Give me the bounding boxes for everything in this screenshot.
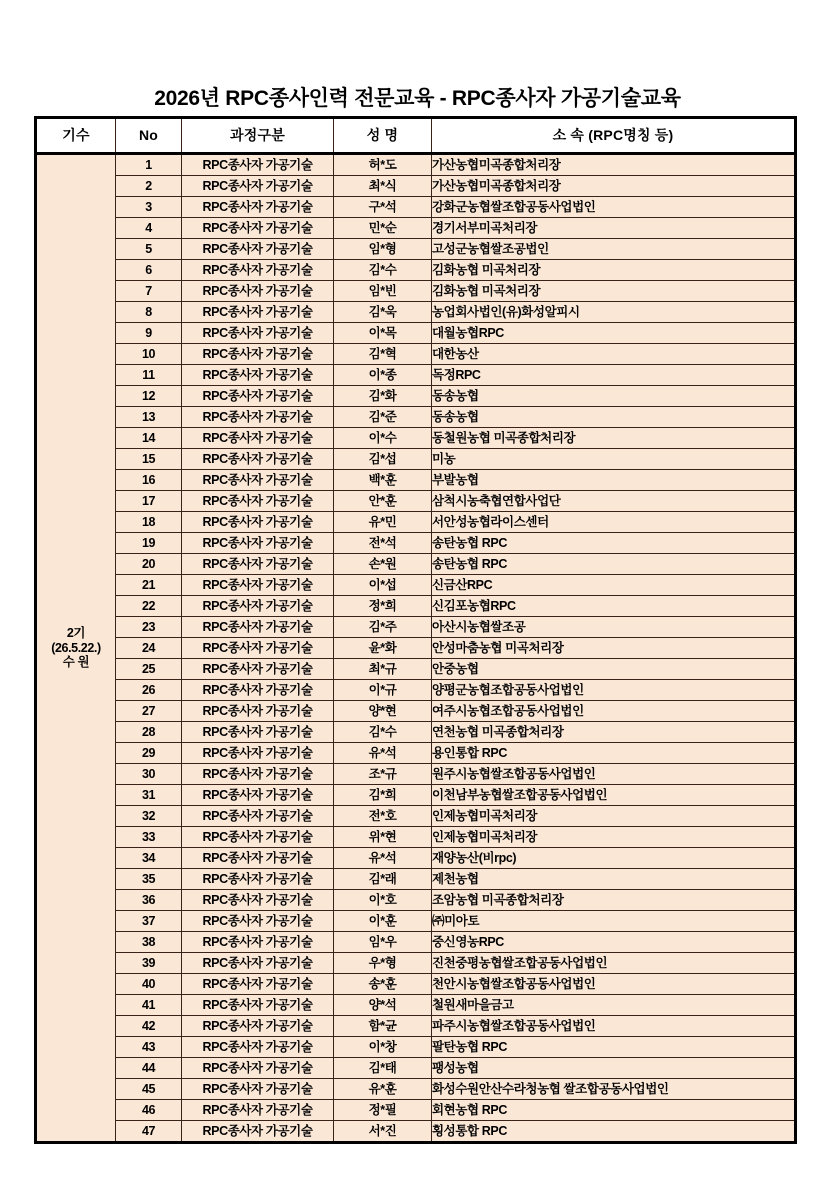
cell-no: 31 (116, 785, 182, 806)
cell-org: 가산농협미곡종합처리장 (432, 154, 796, 176)
column-header-course: 과정구분 (182, 118, 334, 154)
cell-no: 5 (116, 239, 182, 260)
table-row (36, 848, 796, 869)
roster-table (34, 116, 797, 1144)
cell-org: 안중농협 (432, 659, 796, 680)
table-row (36, 512, 796, 533)
cell-course: RPC종사자 가공기술 (182, 218, 334, 239)
cell-no: 12 (116, 386, 182, 407)
cell-no: 45 (116, 1079, 182, 1100)
cell-name: 이*종 (334, 365, 432, 386)
table-row (36, 659, 796, 680)
table-header-row (36, 118, 796, 154)
cell-no: 29 (116, 743, 182, 764)
cell-course: RPC종사자 가공기술 (182, 386, 334, 407)
cell-name: 김*섭 (334, 449, 432, 470)
table-header (36, 118, 796, 154)
table-row (36, 995, 796, 1016)
cell-org: 안성마춤농협 미곡처리장 (432, 638, 796, 659)
cell-course: RPC종사자 가공기술 (182, 1058, 334, 1079)
roster-table-container (34, 116, 794, 1144)
cell-name: 최*식 (334, 176, 432, 197)
table-row (36, 1100, 796, 1121)
cell-name: 김*욱 (334, 302, 432, 323)
cell-no: 21 (116, 575, 182, 596)
cell-name: 김*태 (334, 1058, 432, 1079)
gisu-line-0: 2기 (66, 626, 86, 641)
table-row (36, 281, 796, 302)
cell-course: RPC종사자 가공기술 (182, 827, 334, 848)
cell-no: 2 (116, 176, 182, 197)
table-row (36, 407, 796, 428)
cell-no: 26 (116, 680, 182, 701)
table-row (36, 154, 796, 176)
cell-course: RPC종사자 가공기술 (182, 743, 334, 764)
cell-org: 조암농협 미곡종합처리장 (432, 890, 796, 911)
table-row (36, 617, 796, 638)
cell-name: 김*수 (334, 260, 432, 281)
table-row (36, 806, 796, 827)
cell-name: 정*희 (334, 596, 432, 617)
cell-name: 윤*화 (334, 638, 432, 659)
table-row (36, 911, 796, 932)
cell-course: RPC종사자 가공기술 (182, 554, 334, 575)
cell-name: 전*호 (334, 806, 432, 827)
cell-no: 4 (116, 218, 182, 239)
cell-name: 김*준 (334, 407, 432, 428)
cell-name: 임*우 (334, 932, 432, 953)
table-row (36, 302, 796, 323)
cell-org: 아산시농협쌀조공 (432, 617, 796, 638)
cell-org: 경기서부미곡처리장 (432, 218, 796, 239)
cell-org: 파주시농협쌀조합공동사업법인 (432, 1016, 796, 1037)
cell-org: 재양농산(비rpc) (432, 848, 796, 869)
table-row (36, 176, 796, 197)
cell-name: 안*훈 (334, 491, 432, 512)
cell-course: RPC종사자 가공기술 (182, 617, 334, 638)
cell-no: 18 (116, 512, 182, 533)
table-row (36, 974, 796, 995)
cell-org: 원주시농협쌀조합공동사업법인 (432, 764, 796, 785)
table-row (36, 1079, 796, 1100)
table-row (36, 932, 796, 953)
cell-no: 30 (116, 764, 182, 785)
cell-course: RPC종사자 가공기술 (182, 344, 334, 365)
cell-name: 우*형 (334, 953, 432, 974)
cell-no: 38 (116, 932, 182, 953)
cell-org: 이천남부농협쌀조합공동사업법인 (432, 785, 796, 806)
cell-name: 이*호 (334, 890, 432, 911)
cell-org: 가산농협미곡종합처리장 (432, 176, 796, 197)
cell-course: RPC종사자 가공기술 (182, 701, 334, 722)
cell-course: RPC종사자 가공기술 (182, 365, 334, 386)
cell-course: RPC종사자 가공기술 (182, 911, 334, 932)
cell-org: 용인통합 RPC (432, 743, 796, 764)
table-row (36, 869, 796, 890)
table-row (36, 743, 796, 764)
table-row (36, 1037, 796, 1058)
cell-course: RPC종사자 가공기술 (182, 1100, 334, 1121)
column-header-no: No (116, 118, 182, 154)
cell-no: 28 (116, 722, 182, 743)
cell-no: 35 (116, 869, 182, 890)
cell-no: 33 (116, 827, 182, 848)
table-row (36, 1121, 796, 1143)
cell-name: 최*규 (334, 659, 432, 680)
cell-name: 김*래 (334, 869, 432, 890)
cell-name: 김*화 (334, 386, 432, 407)
table-row (36, 428, 796, 449)
cell-course: RPC종사자 가공기술 (182, 176, 334, 197)
cell-org: 김화농협 미곡처리장 (432, 281, 796, 302)
table-row (36, 827, 796, 848)
cell-course: RPC종사자 가공기술 (182, 1016, 334, 1037)
cell-org: 동철원농협 미곡종합처리장 (432, 428, 796, 449)
cell-course: RPC종사자 가공기술 (182, 722, 334, 743)
cell-org: 진천중평농협쌀조합공동사업법인 (432, 953, 796, 974)
cell-org: 천안시농협쌀조합공동사업법인 (432, 974, 796, 995)
table-row (36, 470, 796, 491)
cell-org: 부발농협 (432, 470, 796, 491)
cell-no: 32 (116, 806, 182, 827)
page-title: 2026년 RPC종사인력 전문교육 - RPC종사자 가공기술교육 (154, 87, 681, 110)
cell-name: 전*석 (334, 533, 432, 554)
table-row (36, 344, 796, 365)
gisu-line-1: (26.5.22.) (51, 640, 101, 655)
table-row (36, 953, 796, 974)
cell-name: 유*훈 (334, 1079, 432, 1100)
cell-name: 김*주 (334, 617, 432, 638)
cell-course: RPC종사자 가공기술 (182, 932, 334, 953)
cell-org: 강화군농협쌀조합공동사업법인 (432, 197, 796, 218)
cell-name: 김*수 (334, 722, 432, 743)
cell-org: 신김포농협RPC (432, 596, 796, 617)
cell-org: 동송농협 (432, 407, 796, 428)
cell-org: 횡성통합 RPC (432, 1121, 796, 1143)
cell-name: 이*창 (334, 1037, 432, 1058)
table-row (36, 365, 796, 386)
cell-org: 독정RPC (432, 365, 796, 386)
cell-no: 3 (116, 197, 182, 218)
cell-course: RPC종사자 가공기술 (182, 638, 334, 659)
cell-course: RPC종사자 가공기술 (182, 302, 334, 323)
cell-name: 구*석 (334, 197, 432, 218)
cell-org: 대한농산 (432, 344, 796, 365)
cell-no: 16 (116, 470, 182, 491)
cell-course: RPC종사자 가공기술 (182, 806, 334, 827)
cell-course: RPC종사자 가공기술 (182, 953, 334, 974)
cell-org: 팽성농협 (432, 1058, 796, 1079)
cell-name: 허*도 (334, 154, 432, 176)
cell-org: 고성군농협쌀조공법인 (432, 239, 796, 260)
table-row (36, 386, 796, 407)
cell-no: 27 (116, 701, 182, 722)
cell-name: 김*혁 (334, 344, 432, 365)
cell-no: 34 (116, 848, 182, 869)
cell-course: RPC종사자 가공기술 (182, 596, 334, 617)
cell-no: 20 (116, 554, 182, 575)
cell-course: RPC종사자 가공기술 (182, 764, 334, 785)
cell-name: 민*순 (334, 218, 432, 239)
cell-no: 6 (116, 260, 182, 281)
table-row (36, 197, 796, 218)
cell-org: 송탄농협 RPC (432, 554, 796, 575)
cell-no: 19 (116, 533, 182, 554)
cell-course: RPC종사자 가공기술 (182, 239, 334, 260)
cell-course: RPC종사자 가공기술 (182, 260, 334, 281)
table-row (36, 1058, 796, 1079)
cell-name: 위*현 (334, 827, 432, 848)
cell-org: 김화농협 미곡처리장 (432, 260, 796, 281)
cell-no: 9 (116, 323, 182, 344)
column-header-name: 성 명 (334, 118, 432, 154)
cell-name: 임*형 (334, 239, 432, 260)
cell-org: 연천농협 미곡종합처리장 (432, 722, 796, 743)
cell-name: 이*수 (334, 428, 432, 449)
cell-no: 10 (116, 344, 182, 365)
cell-course: RPC종사자 가공기술 (182, 785, 334, 806)
table-row (36, 533, 796, 554)
cell-course: RPC종사자 가공기술 (182, 470, 334, 491)
cell-no: 13 (116, 407, 182, 428)
table-row (36, 596, 796, 617)
cell-course: RPC종사자 가공기술 (182, 428, 334, 449)
cell-no: 15 (116, 449, 182, 470)
cell-org: 동송농협 (432, 386, 796, 407)
cell-course: RPC종사자 가공기술 (182, 197, 334, 218)
cell-org: 팔탄농협 RPC (432, 1037, 796, 1058)
cell-course: RPC종사자 가공기술 (182, 995, 334, 1016)
cell-no: 46 (116, 1100, 182, 1121)
cell-name: 조*규 (334, 764, 432, 785)
cell-course: RPC종사자 가공기술 (182, 154, 334, 176)
table-row (36, 890, 796, 911)
gisu-line-2: 수 원 (62, 655, 90, 670)
cell-no: 43 (116, 1037, 182, 1058)
cell-name: 이*섭 (334, 575, 432, 596)
table-row (36, 260, 796, 281)
cell-org: 서안성농협라이스센터 (432, 512, 796, 533)
table-row (36, 701, 796, 722)
cell-no: 39 (116, 953, 182, 974)
table-row (36, 575, 796, 596)
cell-name: 정*필 (334, 1100, 432, 1121)
cell-name: 백*훈 (334, 470, 432, 491)
cell-no: 41 (116, 995, 182, 1016)
table-row (36, 722, 796, 743)
cell-name: 유*석 (334, 848, 432, 869)
cell-gisu-group (36, 154, 116, 1143)
cell-no: 1 (116, 154, 182, 176)
cell-course: RPC종사자 가공기술 (182, 890, 334, 911)
cell-no: 7 (116, 281, 182, 302)
cell-name: 이*목 (334, 323, 432, 344)
cell-no: 44 (116, 1058, 182, 1079)
cell-course: RPC종사자 가공기술 (182, 869, 334, 890)
cell-org: 양평군농협조합공동사업법인 (432, 680, 796, 701)
table-row (36, 239, 796, 260)
cell-name: 유*민 (334, 512, 432, 533)
cell-course: RPC종사자 가공기술 (182, 974, 334, 995)
cell-name: 손*원 (334, 554, 432, 575)
cell-org: 여주시농협조합공동사업법인 (432, 701, 796, 722)
cell-org: 대월농협RPC (432, 323, 796, 344)
cell-no: 40 (116, 974, 182, 995)
column-header-gisu: 기수 (36, 118, 116, 154)
table-row (36, 764, 796, 785)
table-row (36, 680, 796, 701)
cell-org: 삼척시농축협연합사업단 (432, 491, 796, 512)
cell-no: 37 (116, 911, 182, 932)
cell-course: RPC종사자 가공기술 (182, 407, 334, 428)
cell-no: 42 (116, 1016, 182, 1037)
cell-name: 양*석 (334, 995, 432, 1016)
cell-org: 인제농협미곡처리장 (432, 806, 796, 827)
table-row (36, 1016, 796, 1037)
cell-course: RPC종사자 가공기술 (182, 449, 334, 470)
cell-course: RPC종사자 가공기술 (182, 533, 334, 554)
table-row (36, 554, 796, 575)
cell-course: RPC종사자 가공기술 (182, 659, 334, 680)
table-row (36, 638, 796, 659)
cell-no: 47 (116, 1121, 182, 1143)
cell-name: 함*균 (334, 1016, 432, 1037)
cell-org: ㈜미아토 (432, 911, 796, 932)
table-row (36, 323, 796, 344)
cell-org: 송탄농협 RPC (432, 533, 796, 554)
cell-no: 25 (116, 659, 182, 680)
cell-course: RPC종사자 가공기술 (182, 1121, 334, 1143)
cell-name: 이*규 (334, 680, 432, 701)
cell-name: 양*현 (334, 701, 432, 722)
table-body (36, 154, 796, 1143)
cell-org: 화성수원안산수라청농협 쌀조합공동사업법인 (432, 1079, 796, 1100)
cell-course: RPC종사자 가공기술 (182, 512, 334, 533)
cell-course: RPC종사자 가공기술 (182, 1037, 334, 1058)
cell-no: 24 (116, 638, 182, 659)
cell-name: 송*훈 (334, 974, 432, 995)
cell-name: 임*빈 (334, 281, 432, 302)
cell-no: 11 (116, 365, 182, 386)
table-row (36, 785, 796, 806)
cell-course: RPC종사자 가공기술 (182, 575, 334, 596)
cell-name: 이*훈 (334, 911, 432, 932)
table-row (36, 491, 796, 512)
cell-course: RPC종사자 가공기술 (182, 281, 334, 302)
cell-no: 17 (116, 491, 182, 512)
cell-no: 14 (116, 428, 182, 449)
cell-name: 김*희 (334, 785, 432, 806)
cell-no: 36 (116, 890, 182, 911)
cell-course: RPC종사자 가공기술 (182, 323, 334, 344)
cell-course: RPC종사자 가공기술 (182, 491, 334, 512)
cell-org: 철원새마을금고 (432, 995, 796, 1016)
cell-course: RPC종사자 가공기술 (182, 680, 334, 701)
cell-org: 미농 (432, 449, 796, 470)
column-header-org: 소 속 (RPC명칭 등) (432, 118, 796, 154)
cell-name: 유*석 (334, 743, 432, 764)
cell-no: 23 (116, 617, 182, 638)
cell-name: 서*진 (334, 1121, 432, 1143)
cell-org: 중신영농RPC (432, 932, 796, 953)
cell-org: 농업회사법인(유)화성알피시 (432, 302, 796, 323)
table-row (36, 449, 796, 470)
cell-org: 신금산RPC (432, 575, 796, 596)
cell-course: RPC종사자 가공기술 (182, 848, 334, 869)
cell-org: 회현농협 RPC (432, 1100, 796, 1121)
cell-course: RPC종사자 가공기술 (182, 1079, 334, 1100)
cell-no: 8 (116, 302, 182, 323)
table-row (36, 218, 796, 239)
cell-org: 제천농협 (432, 869, 796, 890)
cell-org: 인제농협미곡처리장 (432, 827, 796, 848)
cell-no: 22 (116, 596, 182, 617)
